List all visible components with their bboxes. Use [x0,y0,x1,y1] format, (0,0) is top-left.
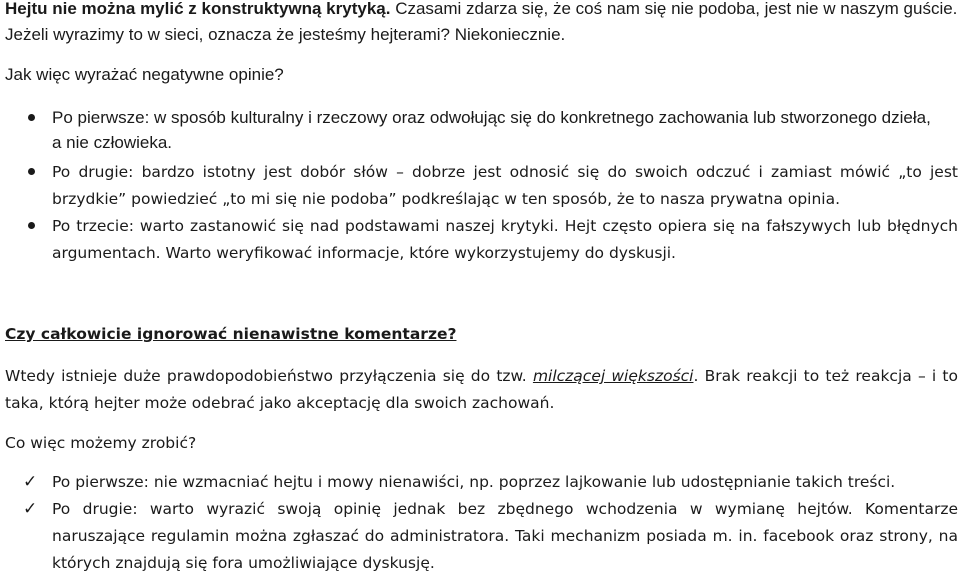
question-what-to-do: Co więc możemy zrobić? [5,434,197,452]
intro-bold-statement: Hejtu nie można mylić z konstruktywną krytyką. [5,0,391,18]
question-how-to-express: Jak więc wyrażać negatywne opinie? [5,65,284,84]
checkmark-icon: ✓ [23,499,38,519]
checkmark-icon: ✓ [23,472,38,492]
bullet-1-line-1: Po pierwsze: w sposób kulturalny i rzeczowy oraz odwołując się do konkretnego zachowania lub stworzonego dzieła, [52,108,931,127]
paragraph-2-line-2: taka, którą hejter może odebrać jako akceptację dla swoich zachowań. [5,394,555,412]
intro-line-2: Jeżeli wyrazimy to w sieci, oznacza że jesteśmy hejterami? Niekoniecznie. [5,25,566,44]
bullet-3-line-2: argumentach. Warto weryfikować informacje, które wykorzystujemy do dyskusji. [52,244,676,262]
bullet-1-line-2: a nie człowieka. [52,133,173,152]
silent-majority-emphasis: milczącej większości [532,367,694,385]
paragraph-2-line-1 [5,365,958,387]
intro-line-1 [5,0,957,20]
intro-rest: Czasami zdarza się, że coś nam się nie podoba, jest nie w naszym guście. [390,0,958,18]
check-2-line-3: których znajdują się fora umożliwiające dyskusję. [52,554,435,572]
bullet-3-line-1: Po trzecie: warto zastanowić się nad podstawami naszej krytyki. Hejt często opiera się na fałszywych lub błędnych [52,217,958,235]
paragraph-2-part-1: Wtedy istnieje duże prawdopodobieństwo przyłączenia się do tzw. [5,367,533,385]
section-heading: Czy całkowicie ignorować nienawistne komentarze? [5,325,457,343]
bullet-icon [28,168,35,175]
bullet-2-line-2: brzydkie” powiedzieć „to mi się nie podoba” podkreślając w ten sposób, że to nasza prywatna opinia. [52,190,841,208]
paragraph-2-part-2: . Brak reakcji to też reakcja – i to [693,367,958,385]
check-1-line-1: Po pierwsze: nie wzmacniać hejtu i mowy nienawiści, np. poprzez lajkowanie lub udostępnianie takich treści. [52,473,896,491]
check-2-line-1: Po drugie: warto wyrazić swoją opinię jednak bez zbędnego wchodzenia w wymianę hejtów. Komentarze [52,500,958,518]
bullet-2-line-1: Po drugie: bardzo istotny jest dobór słów – dobrze jest odnosić się do swoich odczuć i zamiast mówić „to jest [52,163,958,181]
bullet-icon [28,222,35,229]
bullet-icon [28,114,35,121]
check-2-line-2: naruszające regulamin można zgłaszać do administratora. Taki mechanizm posiada m. in. facebook oraz strony, na [52,527,958,545]
